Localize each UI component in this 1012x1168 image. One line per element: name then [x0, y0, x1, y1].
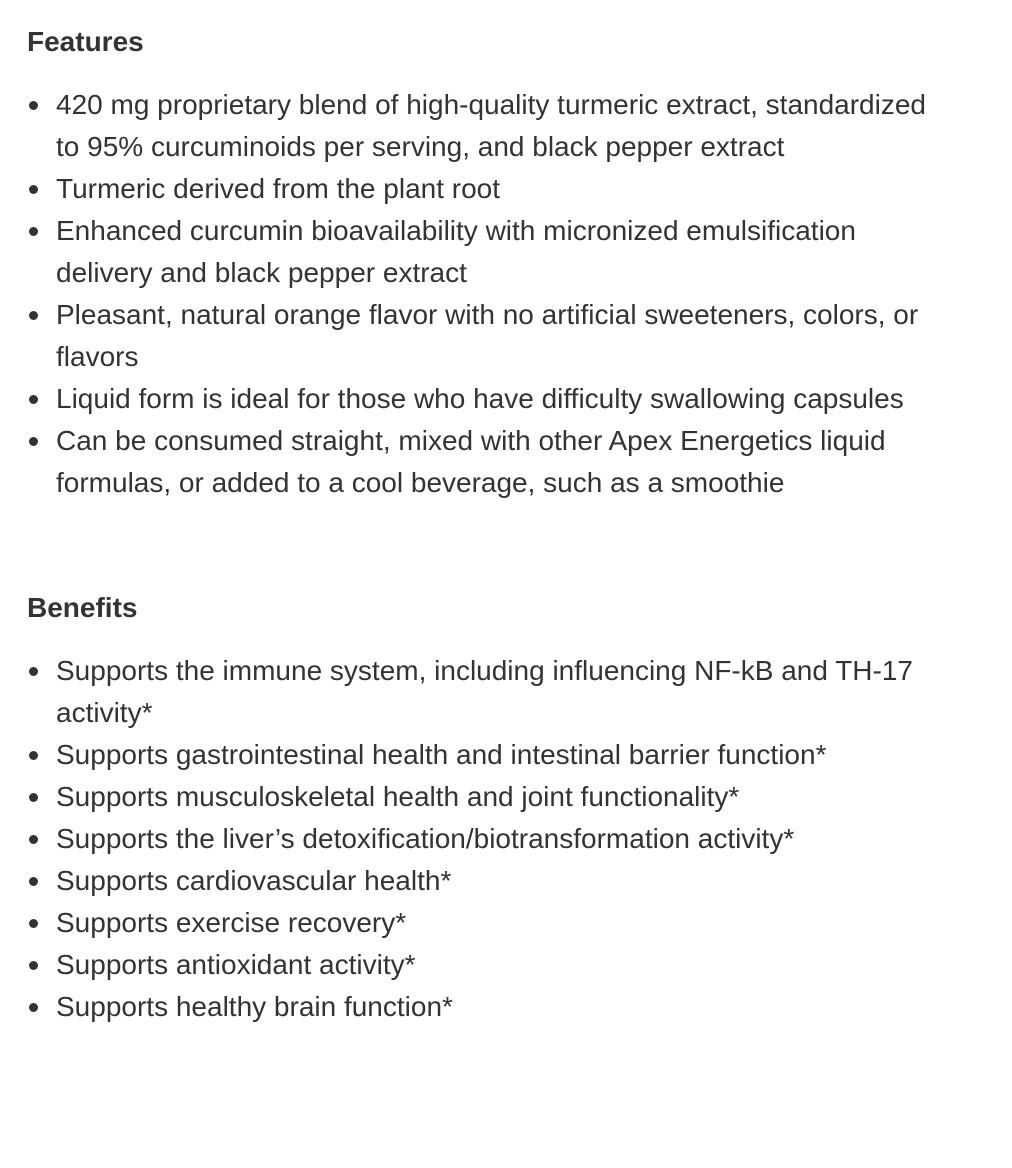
benefits-list-item: Supports antioxidant activity* [27, 944, 956, 986]
benefits-list-item: Supports healthy brain function* [27, 986, 956, 1028]
features-list-item: Liquid form is ideal for those who have difficulty swallowing capsules [27, 378, 936, 420]
benefits-list-item: Supports exercise recovery* [27, 902, 956, 944]
features-heading: Features [27, 26, 144, 57]
features-list-item: Pleasant, natural orange flavor with no artificial sweeteners, colors, or flavors [27, 294, 936, 378]
features-list-item: 420 mg proprietary blend of high-quality turmeric extract, standardized to 95% curcuminoids per serving, and black pepper extract [27, 84, 936, 168]
product-details [27, 0, 987, 1028]
features-list-item: Can be consumed straight, mixed with other Apex Energetics liquid formulas, or added to a cool beverage, such as a smoothie [27, 420, 936, 504]
benefits-heading: Benefits [27, 592, 138, 623]
features-list-item: Turmeric derived from the plant root [27, 168, 936, 210]
features-list [27, 84, 987, 504]
benefits-list-item: Supports the liver’s detoxification/biotransformation activity* [27, 818, 956, 860]
benefits-list-item: Supports cardiovascular health* [27, 860, 956, 902]
benefits-list-item: Supports the immune system, including influencing NF-kB and TH-17 activity* [27, 650, 956, 734]
benefits-list [27, 650, 987, 1028]
benefits-list-item: Supports musculoskeletal health and joint functionality* [27, 776, 956, 818]
features-list-item: Enhanced curcumin bioavailability with micronized emulsification delivery and black pepper extract [27, 210, 936, 294]
benefits-list-item: Supports gastrointestinal health and intestinal barrier function* [27, 734, 956, 776]
